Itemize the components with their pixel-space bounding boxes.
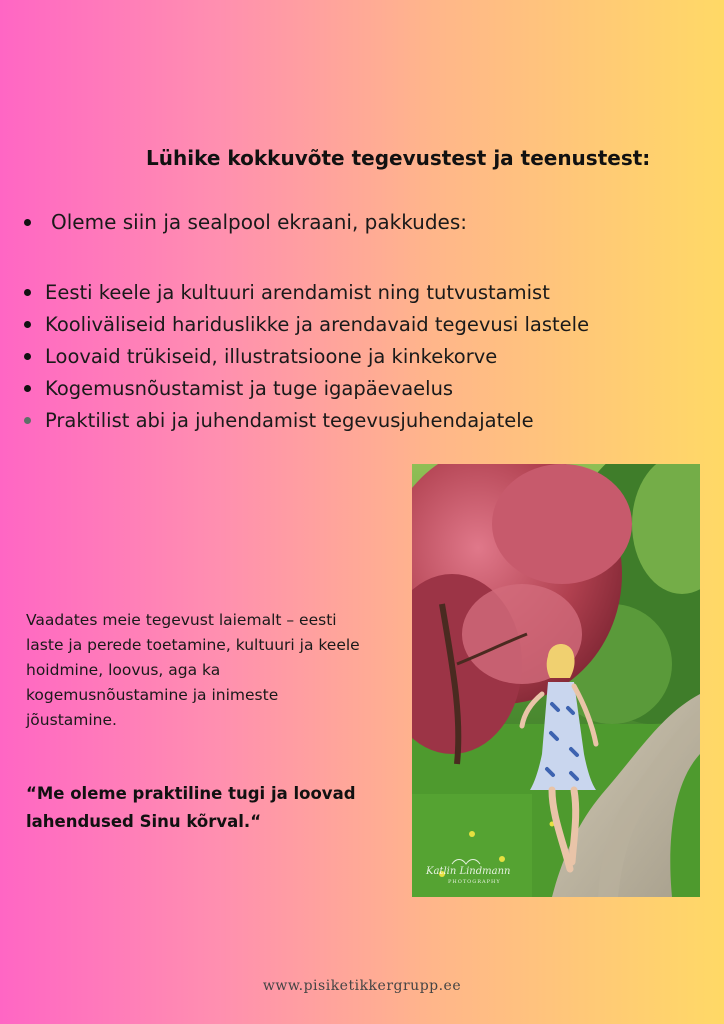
intro-bullet <box>24 210 467 234</box>
service-text: Eesti keele ja kultuuri arendamist ning tutvustamist <box>45 280 550 304</box>
list-item <box>24 308 589 340</box>
service-text: Kogemusnõustamist ja tuge igapäevaelus <box>45 376 454 400</box>
service-text: Praktilist abi ja juhendamist tegevusjuhendajatele <box>45 408 534 432</box>
photo-woman-blossom-tree <box>412 464 700 897</box>
list-item <box>24 340 589 372</box>
watermark-name: Katlin Lindmann <box>426 866 511 877</box>
watermark-sub: PHOTOGRAPHY <box>448 879 501 885</box>
bullet-dot <box>24 353 31 360</box>
photo-watermark <box>426 866 510 888</box>
list-item <box>24 372 589 404</box>
quote-text: “Me oleme praktiline tugi ja loovad lahendused Sinu kõrval.“ <box>26 784 356 831</box>
bullet-dot <box>24 417 31 424</box>
bullet-dot <box>24 385 31 392</box>
list-item <box>24 276 589 308</box>
services-list <box>24 276 589 436</box>
page-heading: Lühike kokkuvõte tegevustest ja teenustest: <box>146 146 651 170</box>
intro-bullet-text: Oleme siin ja sealpool ekraani, pakkudes: <box>51 210 468 234</box>
list-item <box>24 404 589 436</box>
bullet-dot <box>24 321 31 328</box>
service-text: Kooliväliseid hariduslikke ja arendavaid tegevusi lastele <box>45 312 590 336</box>
bullet-dot <box>24 289 31 296</box>
footer-url: www.pisiketikkergrupp.ee <box>262 978 462 994</box>
description-paragraph: Vaadates meie tegevust laiemalt – eesti laste ja perede toetamine, kultuuri ja keele hoidmine, loovus, aga ka kogemusnõustamine ja inimeste jõustamine. <box>26 611 360 729</box>
service-text: Loovaid trükiseid, illustratsioone ja kinkekorve <box>45 344 498 368</box>
bullet-dot <box>24 219 31 226</box>
